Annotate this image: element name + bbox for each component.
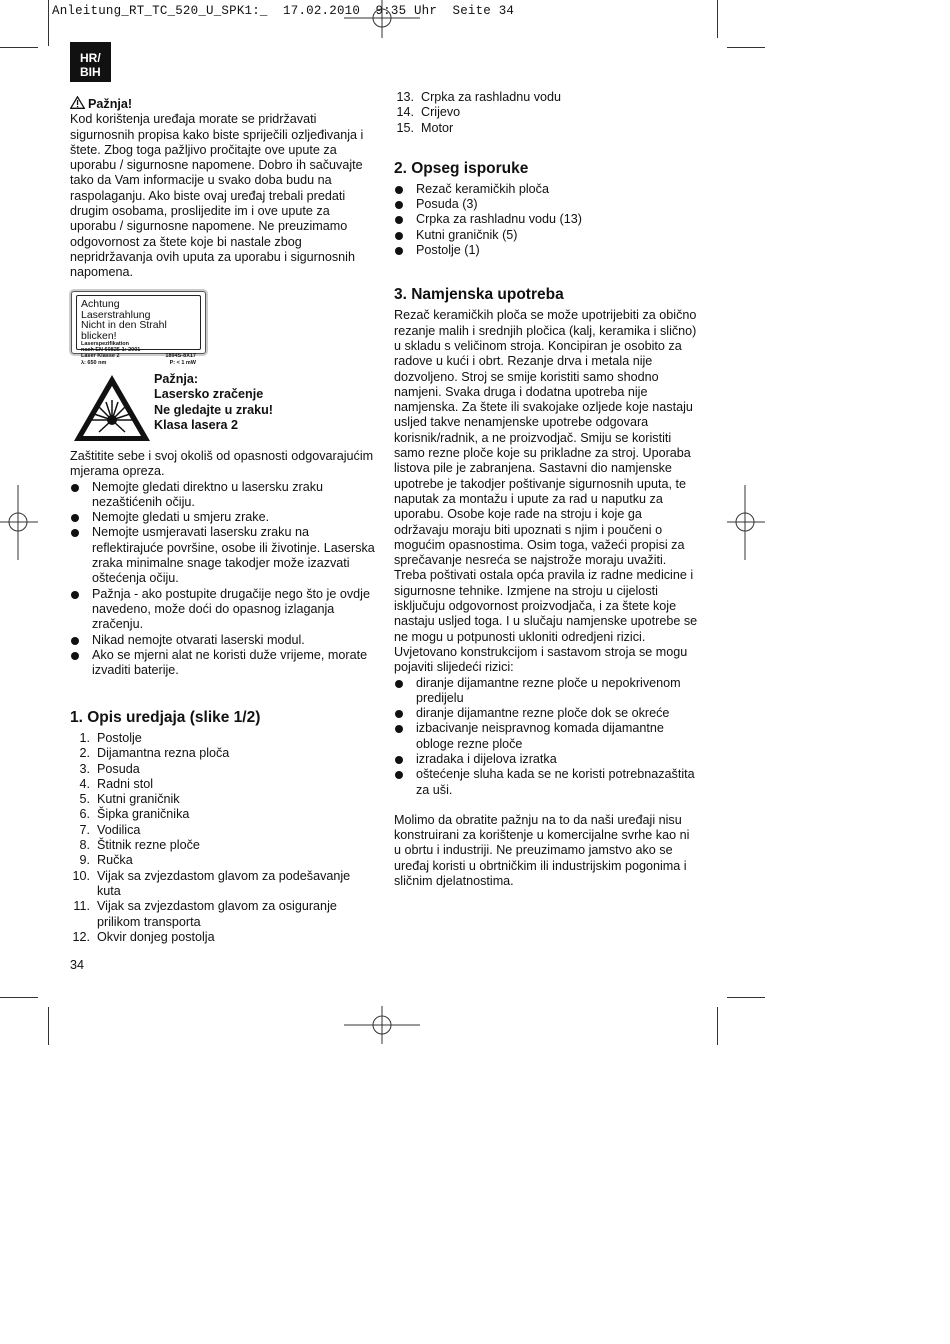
laser-warning-line2: Lasersko zračenje	[154, 387, 264, 402]
list-item: Nemojte usmjeravati lasersku zraku na reflektirajuće površine, osobe ili životinje. Laserska zraka minimalne snage takodjer može izazvati oštećenja očiju.	[70, 525, 375, 586]
section3-text: Rezač keramičkih ploča se može upotrijebiti za obično rezanje malih i srednjih pločica (kalj, keramika i slično) u skladu s veličinom stroja. Koncipiran je osobito za radove u kući i obrt. Rezanje drva i metala nije dozvoljeno. Stroj se smije koristiti samo shodno namjeni. Svaka druga i dodatna upotreba nije namjenska. Za štete ili svakojake ozljede koje nastaju usljed takve nenamjenske upotrebe odgovara korisnik/radnik, a ne proizvodjač. Smiju se koristiti samo rezne ploče koje su prikladne za stroj. Uporaba listova pile je zabranjena. Sastavni dio namjenske upotrebe je takodjer poštivanje sigurnosnih uputa, te naputak za montažu i upute za rad u naputku za uporabu. Osobe koje rade na stroju i koje ga održavaju moraju biti upoznati s njim i poučeni o mogućim opasnostima. Osim toga, važeći propisi za sprečavanje nesreća se najstrože moraju uvažiti. Treba poštivati ostala opća pravila iz radne medicine i sigurnosne tehnike. Izmjene na stroju u cijelosti isključuju odgovornost proizvodjača, i za štete koje nastaju usljed toga. I u slučaju namjenske upotrebe se ne mogu u potpunosti ukloniti odredjeni rizici. Uvjetovano konstrukcijom i sastavom stroja se mogu pojaviti slijedeći rizici:	[394, 308, 698, 675]
list-item: 15. Motor	[396, 120, 454, 135]
list-item: Pažnja - ako postupite drugačije nego što je ovdje navedeno, može doći do opasnog izlaganja zračenju.	[70, 587, 375, 633]
warning-section	[70, 96, 375, 281]
list-item: Rezač keramičkih ploča	[394, 182, 699, 197]
right-column	[394, 90, 699, 889]
page-number: 34	[70, 958, 85, 972]
laser-label-wavelength: λ: 650 nm	[81, 359, 107, 366]
list-item: Kutni graničnik (5)	[394, 228, 699, 243]
laser-label-code: 1894S-8X17	[165, 353, 196, 360]
safety-bullet-list	[70, 480, 375, 679]
section-device-description	[70, 709, 375, 945]
laser-label-line3: Nicht in den Strahl blicken!	[81, 319, 167, 342]
list-item: 3. Posuda	[79, 761, 140, 776]
list-item: oštećenje sluha kada se ne koristi potrebnazaštita za uši.	[394, 767, 699, 798]
list-item: 12. Okvir donjeg postolja	[72, 929, 215, 944]
warning-text: Kod korištenja uređaja morate se pridržavati sigurnosnih propisa kako biste spriječili ozljeđivanja i štete. Zbog toga pažljivo pročitajte ove upute za uporabu / sigurnosne napomene. Dobro ih sačuvajte tako da Vam informacije u svako doba budu na raspolaganju. Ako biste ovaj uređaj trebali predati drugim osobama, proslijedite im i ove upute za uporabu / sigurnosne napomene. Ne preuzimamo odgovornost za štete koje bi nastale zbog nepridržavanja ovih uputa za uporabu i sigurnosnih napomena.	[70, 112, 364, 280]
section1-title: 1. Opis uredjaja (slike 1/2)	[70, 709, 261, 726]
laser-label-line1: Achtung	[81, 298, 120, 310]
list-item: 13. Crpka za rashladnu vodu	[396, 90, 562, 104]
delivery-list	[394, 182, 699, 258]
laser-label-class: Laser Klasse 2	[81, 353, 120, 360]
list-item: Ako se mjerni alat ne koristi duže vrijeme, morate izvaditi baterije.	[70, 648, 375, 679]
laser-label-line2: Laserstrahlung	[81, 308, 151, 321]
laser-label-spec2: nach EN 60825-1: 2001	[81, 347, 141, 354]
list-item: 9. Ručka	[79, 853, 133, 868]
list-item: 10. Vijak sa zvjezdastom glavom za podešavanje kuta	[72, 868, 351, 898]
safety-section	[70, 449, 375, 678]
section3-title: 3. Namjenska upotreba	[394, 286, 564, 304]
laser-label-spec1: Laserspezifikation	[81, 341, 129, 347]
warning-triangle-icon	[70, 96, 85, 109]
warning-title: Pažnja!	[88, 97, 133, 111]
header-time: 9:35 Uhr	[375, 4, 438, 18]
list-item: 1. Postolje	[79, 731, 142, 745]
laser-warning-caption	[154, 372, 273, 434]
list-item: 8. Štitnik rezne ploče	[79, 838, 200, 853]
header-page: Seite 34	[452, 4, 515, 18]
list-item: 11. Vijak sa zvjezdastom glavom za osiguranje prilikom transporta	[73, 899, 337, 929]
list-item: Postolje (1)	[394, 243, 699, 258]
header-date: 17.02.2010	[283, 4, 361, 18]
protect-text: Zaštitite sebe i svoj okoliš od opasnosti odgovarajućim mjerama opreza.	[70, 449, 374, 479]
list-item: Nemojte gledati u smjeru zrake.	[70, 510, 375, 525]
list-item: Posuda (3)	[394, 197, 699, 212]
laser-label-power: P: < 1 mW	[169, 359, 196, 366]
list-item: 5. Kutni graničnik	[79, 792, 180, 807]
list-item: izbacivanje neispravnog komada dijamantne obloge rezne ploče	[394, 721, 699, 752]
laser-warning-line1: Pažnja:	[154, 372, 199, 386]
laser-warning-line4: Klasa lasera 2	[154, 418, 239, 433]
laser-label	[71, 291, 206, 366]
list-item: 4. Radni stol	[79, 776, 154, 791]
list-item: 7. Vodilica	[79, 822, 141, 837]
list-item: diranje dijamantne rezne ploče u nepokrivenom predijelu	[394, 676, 699, 707]
list-item: Nemojte gledati direktno u lasersku zraku nezaštićenih očiju.	[70, 480, 375, 511]
language-badge	[70, 42, 111, 82]
parts-list	[70, 731, 375, 945]
header-file: Anleitung_RT_TC_520_U_SPK1:_	[52, 4, 268, 18]
laser-warning-triangle-icon	[73, 374, 151, 442]
list-item: 14. Crijevo	[396, 105, 461, 120]
language-badge-line2: BIH	[80, 65, 101, 79]
parts-list-continued	[394, 90, 699, 136]
section3-note: Molimo da obratite pažnju na to da naši uređaji nisu konstruirani za korištenje u komercijalne svrhe kao ni u obrtu i industriji. Ne preuzimamo jamstvo ako se uređaj koristi u obrtničkim ili industrijskim pogonima i sličnim djelatnostima.	[394, 812, 690, 889]
risks-list	[394, 676, 699, 798]
list-item: diranje dijamantne rezne ploče dok se okreće	[394, 706, 699, 721]
list-item: 6. Šipka graničnika	[79, 807, 190, 822]
list-item: izradaka i dijelova izratka	[394, 752, 699, 767]
list-item: 2. Dijamantna rezna ploča	[79, 746, 230, 761]
language-badge-line1: HR/	[80, 51, 101, 65]
list-item: Nikad nemojte otvarati laserski modul.	[70, 633, 375, 648]
list-item: Crpka za rashladnu vodu (13)	[394, 212, 699, 227]
section2-title: 2. Opseg isporuke	[394, 159, 529, 177]
laser-warning-line3: Ne gledajte u zraku!	[154, 402, 273, 417]
